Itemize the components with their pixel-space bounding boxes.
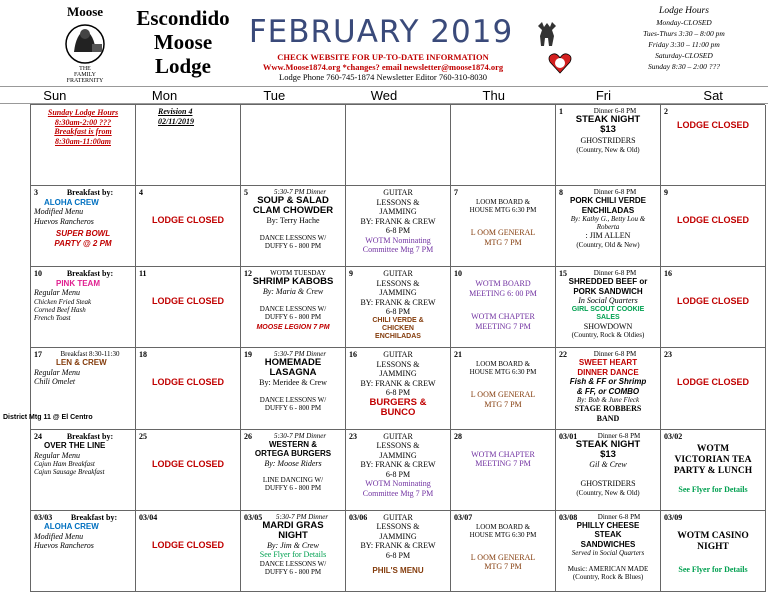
- menu-line: Chicken Fried Steak: [34, 297, 92, 306]
- entertainment-genre: (Country, Rock & Oldies): [571, 331, 645, 340]
- menu-line: Regular Menu: [34, 450, 80, 460]
- day-number: 24: [34, 431, 42, 441]
- day-cell: [451, 348, 556, 429]
- dance-lessons: DUFFY 6 - 800 PM: [264, 312, 322, 321]
- moose-fraternity-logo: [52, 4, 118, 82]
- general-meeting: MTG 7 PM: [484, 399, 522, 409]
- menu-line: Huevos Rancheros: [34, 541, 94, 551]
- day-number: 15: [559, 269, 567, 279]
- dance-lessons: DANCE LESSONS W/: [259, 304, 327, 313]
- guitar-lessons: JAMMING: [379, 288, 417, 298]
- weekday-wed: Wed: [370, 88, 398, 103]
- special-event: BUNCO: [380, 406, 416, 418]
- event-title: SHREDDED BEEF or: [568, 277, 648, 287]
- guitar-lessons: 6-8 PM: [385, 226, 411, 236]
- girl-scout-sales: SALES: [596, 313, 620, 321]
- dinner-special: ENCHILADAS: [375, 332, 421, 340]
- breakfast-crew: LEN & CREW: [56, 358, 107, 368]
- general-meeting: MTG 7 PM: [484, 562, 522, 572]
- weekday-tue: Tue: [263, 88, 286, 103]
- phone-line: Lodge Phone 760-745-1874 Newsletter Editor 760-310-8030: [279, 72, 487, 82]
- day-number: 9: [664, 188, 668, 198]
- day-cell: [241, 348, 346, 429]
- svg-text:THE: THE: [79, 66, 91, 72]
- guitar-lessons: BY: FRANK & CREW: [360, 541, 436, 551]
- lodge-closed-label: LODGE CLOSED: [151, 458, 224, 469]
- event-title: PARTY & LUNCH: [673, 465, 753, 476]
- flyer-note: See Flyer for Details: [678, 484, 748, 494]
- day-cell: [451, 430, 556, 511]
- guitar-lessons: LESSONS &: [376, 522, 420, 532]
- guitar-lessons: GUITAR: [383, 512, 413, 522]
- lodge-closed-label: LODGE CLOSED: [676, 120, 749, 130]
- guitar-lessons: JAMMING: [379, 450, 417, 460]
- day-cell: [556, 511, 661, 592]
- weekday-sat: Sat: [703, 88, 723, 103]
- guitar-lessons: LESSONS &: [376, 197, 420, 207]
- breakfast-crew: ALOHA CREW: [44, 522, 99, 532]
- breakfast-by: Breakfast by:: [66, 431, 114, 441]
- menu-line: Regular Menu: [34, 367, 80, 377]
- lodge-closed-label: LODGE CLOSED: [151, 296, 224, 307]
- event-title: ENCHILADAS: [581, 205, 635, 215]
- wotm-meeting: WOTM CHAPTER: [471, 449, 535, 459]
- day-number: 22: [559, 350, 567, 360]
- day-cell: [346, 186, 451, 267]
- breakfast-by: Breakfast 8:30-11:30: [60, 350, 120, 359]
- flyer-note: See Flyer for Details: [259, 550, 327, 560]
- day-cell: [136, 348, 241, 429]
- breakfast-by: Breakfast by:: [66, 269, 114, 279]
- lodge-name: [124, 6, 242, 78]
- menu-line: & FF, or COMBO: [576, 386, 640, 396]
- event-host: By: Moose Riders: [264, 458, 322, 468]
- wotm-meeting: MEETING 7 PM: [475, 459, 531, 469]
- svg-text:Moose: Moose: [66, 4, 104, 19]
- dance-lessons: DUFFY 6 - 800 PM: [264, 403, 322, 412]
- lodge-closed-label: LODGE CLOSED: [151, 539, 224, 550]
- calendar-header: [0, 0, 768, 86]
- entertainment: GHOSTRIDERS: [580, 479, 636, 489]
- flyer-note: See Flyer for Details: [678, 564, 748, 574]
- entertainment: GHOSTRIDERS: [580, 136, 636, 145]
- dinner-special: PHIL'S MENU: [372, 566, 424, 576]
- wotm-meeting: WOTM BOARD: [475, 279, 531, 289]
- day-cell: [556, 430, 661, 511]
- day-cell: [241, 186, 346, 267]
- entertainment: SHOWDOWN: [583, 321, 633, 331]
- day-number: 03/08: [559, 512, 578, 522]
- revision-label: Revision 4: [158, 107, 193, 116]
- menu-line: Corned Beef Hash: [34, 305, 86, 314]
- menu-line: Modified Menu: [34, 531, 84, 541]
- special-event: SUPER BOWL: [55, 229, 111, 239]
- day-number: 03/02: [664, 431, 683, 441]
- day-number: 7: [454, 188, 458, 198]
- day-cell: [136, 267, 241, 348]
- hours-line: Tues-Thurs 3:30 – 8:00 pm: [643, 29, 725, 38]
- day-number: 3: [34, 188, 38, 198]
- day-cell: [136, 105, 241, 186]
- breakfast-crew: OVER THE LINE: [44, 441, 106, 451]
- board-meeting: LOOM BOARD &: [475, 522, 531, 531]
- event-time: 5:30-7 PM Dinner: [273, 188, 327, 197]
- day-cell: [451, 186, 556, 267]
- day-number: 03/06: [349, 512, 368, 522]
- entertainment: STAGE ROBBERS: [574, 404, 642, 414]
- event-host: By: Maria & Crew: [262, 287, 324, 297]
- guitar-lessons: JAMMING: [379, 369, 417, 379]
- event-title: STEAK NIGHT: [575, 438, 641, 450]
- dance-lessons: DUFFY 6 - 800 PM: [264, 241, 322, 250]
- check-website-note: CHECK WEBSITE FOR UP-TO-DATE INFORMATION: [277, 52, 489, 62]
- board-meeting: HOUSE MTG 6:30 PM: [469, 368, 537, 377]
- day-cell: [661, 186, 766, 267]
- day-cell: [31, 430, 136, 511]
- day-cell: [241, 267, 346, 348]
- event-title: PORK CHILI VERDE: [569, 196, 646, 206]
- event-time: WOTM TUESDAY: [270, 269, 326, 278]
- event-time: 5:30-7 PM Dinner: [273, 431, 327, 440]
- hours-line: Friday 3:30 – 11:00 pm: [648, 40, 720, 49]
- weekday-header: [0, 86, 768, 104]
- breakfast-crew: ALOHA CREW: [44, 197, 99, 207]
- event-time: Dinner 6-8 PM: [593, 188, 637, 197]
- event-title: SWEET HEART: [578, 358, 638, 368]
- guitar-lessons: LESSONS &: [376, 441, 420, 451]
- event-host: By: Meridee & Crew: [259, 378, 327, 388]
- event-title: DINNER DANCE: [577, 367, 639, 377]
- board-meeting: LOOM BOARD &: [475, 360, 531, 369]
- note-text: 8:30am-11:00am: [55, 136, 111, 146]
- menu-line: Regular Menu: [34, 288, 80, 298]
- event-host: By: Kathy G., Betty Lou &: [570, 215, 646, 224]
- menu-line: Modified Menu: [34, 207, 84, 217]
- day-cell: [241, 105, 346, 186]
- contact-info: [238, 52, 528, 82]
- legion-meeting: MOOSE LEGION 7 PM: [256, 323, 330, 331]
- event-title: ORTEGA BURGERS: [254, 449, 332, 459]
- menu-line: Huevos Rancheros: [34, 216, 94, 226]
- day-cell: [346, 105, 451, 186]
- weekday-sun: Sun: [43, 88, 67, 103]
- lodge-hours: [604, 6, 764, 72]
- day-cell: [556, 186, 661, 267]
- lodge-name-line: Escondido: [136, 6, 230, 30]
- day-number: 23: [664, 350, 672, 360]
- event-host: By: Terry Hache: [266, 216, 320, 226]
- guitar-lessons: LESSONS &: [376, 278, 420, 288]
- dance-lessons: DANCE LESSONS W/: [259, 233, 327, 242]
- special-event: BURGERS &: [369, 396, 427, 408]
- guitar-lessons: GUITAR: [383, 431, 413, 441]
- revision-date: 02/11/2019: [158, 116, 195, 126]
- event-title: SOUP & SALAD: [257, 195, 329, 207]
- note-text: 8:30am-2:00 ???: [54, 117, 112, 127]
- guitar-lessons: BY: FRANK & CREW: [360, 216, 436, 226]
- day-cell: [346, 348, 451, 429]
- location-note: Served in Social Quarters: [571, 549, 645, 558]
- entertainment: BAND: [596, 413, 620, 423]
- event-host: By: Bob & June Fleck: [576, 396, 640, 405]
- lodge-name-line: Lodge: [154, 54, 211, 78]
- day-number: 8: [559, 188, 563, 198]
- day-number: 4: [139, 188, 143, 198]
- event-title: HOMEMADE: [264, 357, 322, 369]
- day-number: 11: [139, 269, 147, 279]
- guitar-lessons: LESSONS &: [376, 359, 420, 369]
- day-cell: [241, 430, 346, 511]
- lodge-closed-label: LODGE CLOSED: [151, 377, 224, 388]
- event-title: SANDWICHES: [580, 539, 636, 549]
- guitar-lessons: 6-8 PM: [385, 388, 411, 398]
- guitar-lessons: BY: FRANK & CREW: [360, 378, 436, 388]
- guitar-lessons: 6-8 PM: [385, 307, 411, 317]
- board-meeting: HOUSE MTG 6:30 PM: [469, 206, 537, 215]
- day-number: 5: [244, 188, 248, 198]
- menu-line: Cajun Sausage Breakfast: [34, 468, 105, 477]
- day-number: 10: [34, 269, 42, 279]
- general-meeting: MTG 7 PM: [484, 237, 522, 247]
- entertainment-genre: (Country, New & Old): [576, 145, 640, 154]
- menu-line: French Toast: [34, 313, 71, 322]
- general-meeting: L OOM GENERAL: [470, 390, 536, 400]
- event-time: Dinner 6-8 PM: [597, 431, 641, 440]
- day-cell: [661, 105, 766, 186]
- website-line[interactable]: Www.Moose1874.org *changes? email newsletter@moose1874.org: [262, 62, 504, 72]
- moose-emblem-icon: [532, 20, 562, 50]
- day-cell: [31, 105, 136, 186]
- event-time: Dinner 6-8 PM: [593, 107, 637, 115]
- day-number: 03/04: [139, 512, 158, 522]
- event-title: PHILLY CHEESE: [576, 520, 640, 530]
- meeting-note: Committee Mtg 7 PM: [362, 488, 434, 498]
- day-number: 03/03: [34, 512, 53, 522]
- day-number: 26: [244, 431, 252, 441]
- entertainment: : JIM ALLEN: [585, 231, 631, 241]
- day-cell: [451, 511, 556, 592]
- svg-text:FAMILY: FAMILY: [74, 72, 96, 78]
- day-cell: [31, 511, 136, 592]
- day-cell: [241, 511, 346, 592]
- event-title: NIGHT: [697, 541, 729, 552]
- wotm-meeting: WOTM CHAPTER: [471, 312, 535, 322]
- entertainment-genre: (Country, New & Old): [576, 488, 640, 497]
- lodge-closed-label: LODGE CLOSED: [676, 296, 749, 307]
- event-title: WOTM CASINO: [677, 530, 749, 541]
- breakfast-crew: PINK TEAM: [56, 278, 100, 288]
- day-cell: [451, 105, 556, 186]
- special-event: PARTY @ 2 PM: [54, 238, 112, 248]
- entertainment-genre: (Country, Old & New): [576, 240, 640, 249]
- event-title: LASAGNA: [269, 367, 317, 379]
- day-cell: [346, 267, 451, 348]
- day-number: 03/05: [244, 512, 263, 522]
- event-title: VICTORIAN TEA: [674, 454, 752, 465]
- line-dancing: LINE DANCING W/: [262, 476, 324, 485]
- event-title: STEAK NIGHT: [575, 114, 641, 125]
- note-text: Sunday Lodge Hours: [47, 108, 119, 117]
- district-meeting: District Mtg 11 @ El Centro: [3, 414, 93, 422]
- lodge-closed-label: LODGE CLOSED: [151, 215, 224, 226]
- general-meeting: L OOM GENERAL: [470, 552, 536, 562]
- event-price: $13: [600, 448, 616, 460]
- event-time: Dinner 6-8 PM: [597, 512, 641, 521]
- day-cell: [31, 267, 136, 348]
- day-number: 2: [664, 107, 668, 116]
- day-number: 16: [664, 269, 672, 279]
- day-cell: [661, 267, 766, 348]
- guitar-lessons: BY: FRANK & CREW: [360, 460, 436, 470]
- day-cell: [136, 511, 241, 592]
- breakfast-by: Breakfast by:: [70, 512, 118, 522]
- day-number: 16: [349, 350, 357, 360]
- guitar-lessons: 6-8 PM: [385, 550, 411, 560]
- day-cell: [661, 348, 766, 429]
- event-host: By: Jim & Crew: [267, 540, 319, 550]
- guitar-lessons: JAMMING: [379, 207, 417, 217]
- event-host: Gil & Crew: [589, 459, 627, 469]
- day-cell: [3, 348, 136, 429]
- weekday-fri: Fri: [595, 88, 612, 103]
- day-cell: [346, 511, 451, 592]
- day-cell: [556, 267, 661, 348]
- day-number: 25: [139, 431, 147, 441]
- guitar-lessons: 6-8 PM: [385, 469, 411, 479]
- dance-lessons: DANCE LESSONS W/: [259, 395, 327, 404]
- day-number: 9: [349, 269, 353, 279]
- note-text: Breakfast is from: [54, 127, 112, 136]
- day-number: 28: [454, 431, 462, 441]
- dance-lessons: DANCE LESSONS W/: [259, 559, 327, 568]
- event-title: STEAK: [594, 530, 622, 540]
- svg-text:FRATERNITY: FRATERNITY: [66, 78, 104, 82]
- day-number: 17: [34, 350, 42, 360]
- day-number: 23: [349, 431, 357, 441]
- heart-icon: [547, 50, 573, 76]
- event-time: Dinner 6-8 PM: [593, 269, 637, 278]
- day-number: 21: [454, 350, 462, 360]
- day-cell: [661, 511, 766, 592]
- girl-scout-sales: GIRL SCOUT COOKIE: [571, 305, 645, 313]
- wotm-meeting: MEETING 7 PM: [475, 321, 531, 331]
- menu-line: Fish & FF or Shrimp: [569, 377, 647, 387]
- hours-line: Sunday 8:30 – 2:00 ???: [647, 62, 721, 71]
- dinner-special: CHICKEN: [382, 324, 414, 332]
- hours-title: Lodge Hours: [659, 6, 709, 16]
- day-number: 10: [454, 269, 462, 279]
- hours-line: Saturday-CLOSED: [655, 51, 713, 60]
- month-title: FEBRUARY 2019: [248, 14, 514, 50]
- day-number: 03/09: [664, 512, 683, 522]
- day-cell: [136, 430, 241, 511]
- board-meeting: LOOM BOARD &: [475, 198, 531, 207]
- event-time: 5:30-7 PM Dinner: [273, 350, 327, 359]
- guitar-lessons: GUITAR: [383, 350, 413, 360]
- day-number: 1: [559, 107, 563, 116]
- event-title: WOTM: [696, 443, 730, 454]
- day-cell: [31, 186, 136, 267]
- event-price: $13: [600, 124, 616, 135]
- meeting-note: Committee Mtg 7 PM: [362, 245, 434, 255]
- calendar-grid: [3, 104, 765, 592]
- lodge-closed-label: LODGE CLOSED: [676, 377, 749, 388]
- day-cell: [556, 105, 661, 186]
- guitar-lessons: BY: FRANK & CREW: [360, 297, 436, 307]
- event-title: SHRIMP KABOBS: [252, 276, 334, 288]
- event-title: NIGHT: [278, 529, 308, 541]
- entertainment: Music: AMERICAN MADE: [567, 565, 649, 574]
- breakfast-by: Breakfast by:: [66, 188, 114, 198]
- event-title: MARDI GRAS: [262, 519, 324, 531]
- lodge-closed-label: LODGE CLOSED: [676, 215, 749, 226]
- dinner-special: CHILI VERDE &: [372, 316, 424, 324]
- meeting-note: WOTM Nominating: [365, 235, 431, 245]
- event-title: PORK SANDWICH: [573, 286, 643, 296]
- location-note: In Social Quarters: [578, 296, 638, 306]
- weekday-mon: Mon: [151, 88, 178, 103]
- day-number: 19: [244, 350, 252, 360]
- dance-lessons: DUFFY 6 - 800 PM: [264, 567, 322, 576]
- guitar-lessons: GUITAR: [383, 269, 413, 279]
- line-dancing: DUFFY 6 - 800 PM: [264, 484, 322, 493]
- day-number: 03/01: [559, 431, 578, 441]
- guitar-lessons: JAMMING: [379, 531, 417, 541]
- menu-line: Cajun Ham Breakfast: [34, 460, 95, 469]
- wotm-meeting: MEETING 6: 00 PM: [469, 288, 537, 298]
- general-meeting: L OOM GENERAL: [470, 228, 536, 238]
- event-time: 5:30-7 PM Dinner: [275, 512, 329, 521]
- event-host: Roberta: [596, 223, 620, 232]
- day-cell: [556, 348, 661, 429]
- meeting-note: WOTM Nominating: [365, 479, 431, 489]
- day-cell: [136, 186, 241, 267]
- hours-line: Monday-CLOSED: [656, 18, 712, 27]
- day-cell: [451, 267, 556, 348]
- event-title: CLAM CHOWDER: [252, 205, 334, 217]
- guitar-lessons: GUITAR: [383, 188, 413, 198]
- day-cell: [661, 430, 766, 511]
- event-title: WESTERN &: [269, 439, 317, 449]
- day-number: 12: [244, 269, 252, 279]
- lodge-name-line: Moose: [153, 30, 213, 54]
- weekday-thu: Thu: [482, 88, 505, 103]
- menu-line: Chili Omelet: [34, 377, 76, 387]
- day-cell: [346, 430, 451, 511]
- event-time: Dinner 6-8 PM: [593, 350, 637, 359]
- board-meeting: HOUSE MTG 6:30 PM: [469, 530, 537, 539]
- day-number: 18: [139, 350, 147, 360]
- entertainment-genre: (Country, Rock & Blues): [572, 573, 644, 582]
- day-number: 03/07: [454, 512, 473, 522]
